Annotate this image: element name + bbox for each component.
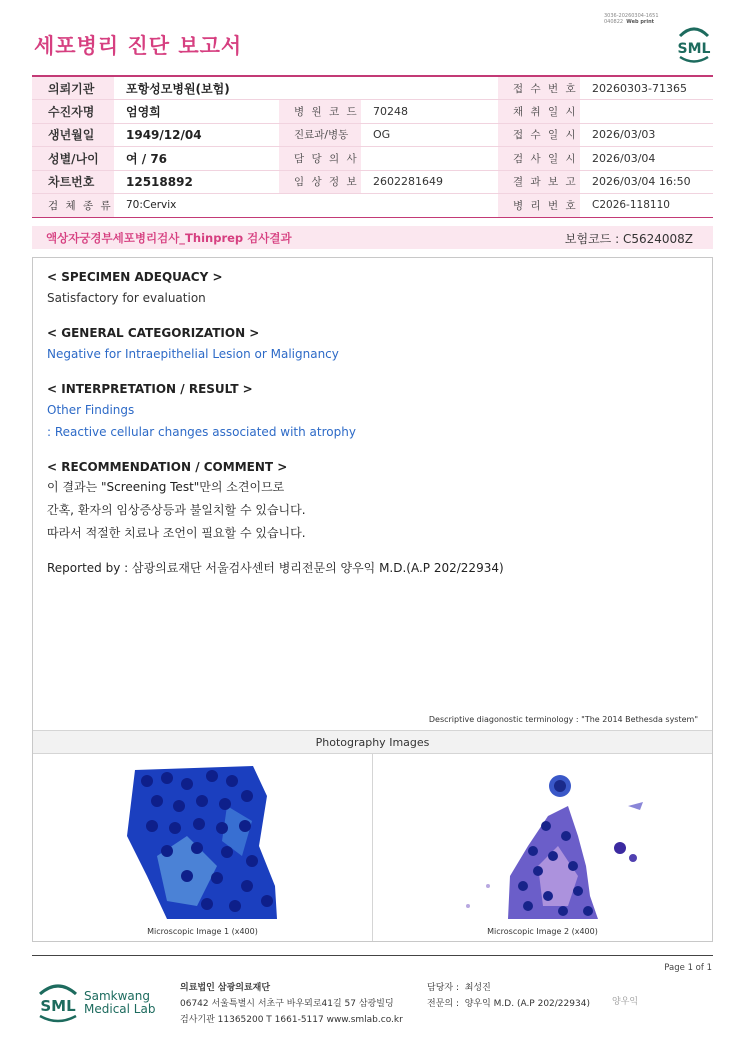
photo-caption-2: Microscopic Image 2 (x400) <box>487 927 598 936</box>
patient-info-table <box>32 75 713 218</box>
samkwang-logo-text: SML <box>40 997 76 1015</box>
label-collection-date: 채 취 일 시 <box>498 100 580 124</box>
test-name: 액상자궁경부세포병리검사_Thinprep 검사결과 <box>46 231 292 245</box>
label-specimen-type: 검 체 종 류 <box>32 194 114 218</box>
label-pathology-number: 병 리 번 호 <box>498 194 580 218</box>
document-code-line2: 040822 <box>604 19 624 25</box>
photo-caption-1: Microscopic Image 1 (x400) <box>147 927 258 936</box>
recommendation-line: 간혹, 환자의 임상증상등과 불일치할 수 있습니다. <box>47 503 306 517</box>
value-patient-name: 엄영희 <box>114 100 279 124</box>
info-row <box>32 76 713 100</box>
info-row <box>32 194 713 218</box>
value-result-report: 2026/03/04 16:50 <box>580 170 713 194</box>
footer-address: 06742 서울특별시 서초구 바우뫼로41길 57 삼광빌딩 <box>180 999 394 1009</box>
result-box <box>32 257 713 942</box>
samkwang-logo-icon <box>37 980 79 1026</box>
value-sex-age: 여 / 76 <box>114 147 279 171</box>
recommendation-heading: < RECOMMENDATION / COMMENT > <box>47 460 288 474</box>
microscopic-image-1 <box>127 766 279 919</box>
value-specimen-type: 70:Cervix <box>114 194 498 218</box>
staff-name: 최성진 <box>464 983 491 993</box>
foundation-name: 의료법인 삼광의료재단 <box>180 983 271 993</box>
value-department: OG <box>361 123 498 147</box>
doctor-name: 양우익 M.D. (A.P 202/22934) <box>464 999 590 1009</box>
value-pathology-number: C2026-118110 <box>580 194 713 218</box>
photo-cell-1 <box>33 754 373 941</box>
label-test-date: 검 사 일 시 <box>498 147 580 171</box>
info-row <box>32 147 713 171</box>
value-receipt-date: 2026/03/03 <box>580 123 713 147</box>
label-patient-name: 수진자명 <box>32 100 114 124</box>
interpretation-heading: < INTERPRETATION / RESULT > <box>47 382 253 396</box>
recommendation-line: 따라서 적절한 치료나 조언이 필요할 수 있습니다. <box>47 526 306 540</box>
document-code <box>604 13 659 25</box>
general-categorization-heading: < GENERAL CATEGORIZATION > <box>47 326 260 340</box>
value-physician <box>361 147 498 171</box>
insurance-code: 보험코드 : C5624008Z <box>564 232 693 246</box>
photo-cell-2 <box>373 754 712 941</box>
label-receipt-number: 접 수 번 호 <box>498 76 580 100</box>
web-print-label: Web print <box>626 19 655 25</box>
label-clinical-info: 임 상 정 보 <box>279 170 361 194</box>
footer-staff-block <box>427 980 590 1012</box>
bethesda-note: Descriptive diagonostic terminology : "The 2014 Bethesda system" <box>428 715 698 724</box>
microscopic-image-2 <box>428 766 658 919</box>
staff-label: 담당자 : <box>427 983 459 993</box>
value-requesting-org: 포항성모병원(보험) <box>114 76 498 100</box>
specimen-adequacy-heading: < SPECIMEN ADEQUACY > <box>47 270 223 284</box>
photography-images-heading: Photography Images <box>33 730 712 754</box>
label-hospital-code: 병 원 코 드 <box>279 100 361 124</box>
value-clinical-info: 2602281649 <box>361 170 498 194</box>
general-categorization-text: Negative for Intraepithelial Lesion or Malignancy <box>47 347 339 361</box>
value-hospital-code: 70248 <box>361 100 498 124</box>
test-title-bar <box>32 226 713 249</box>
value-birth-date: 1949/12/04 <box>114 123 279 147</box>
reported-by: Reported by : 삼광의료재단 서울검사센터 병리전문의 양우익 M.D.(A.P 202/22934) <box>47 561 504 575</box>
page-number: Page 1 of 1 <box>664 963 712 973</box>
sml-logo-text: SML <box>677 41 711 57</box>
label-result-report: 결 과 보 고 <box>498 170 580 194</box>
doctor-label: 전문의 : <box>427 999 459 1009</box>
interpretation-detail: : Reactive cellular changes associated with atrophy <box>47 425 356 439</box>
document-code-line1: 3036-20260304-1651 <box>604 13 659 19</box>
footer-address-block <box>180 980 403 1028</box>
interpretation-finding: Other Findings <box>47 403 135 417</box>
footer-divider <box>32 955 713 956</box>
value-chart-number: 12518892 <box>114 170 279 194</box>
specimen-adequacy-text: Satisfactory for evaluation <box>47 291 206 305</box>
info-row <box>32 170 713 194</box>
label-receipt-date: 접 수 일 시 <box>498 123 580 147</box>
value-receipt-number: 20260303-71365 <box>580 76 713 100</box>
value-test-date: 2026/03/04 <box>580 147 713 171</box>
value-collection-date <box>580 100 713 124</box>
label-sex-age: 성별/나이 <box>32 147 114 171</box>
lab-name-line1: Samkwang <box>84 989 150 1003</box>
label-requesting-org: 의뢰기관 <box>32 76 114 100</box>
label-birth-date: 생년월일 <box>32 123 114 147</box>
info-row <box>32 123 713 147</box>
label-chart-number: 차트번호 <box>32 170 114 194</box>
sml-logo-icon <box>676 24 712 64</box>
label-department: 진료과/병동 <box>279 123 361 147</box>
footer-contact: 검사기관 11365200 T 1661-5117 www.smlab.co.kr <box>180 1015 403 1025</box>
label-physician: 담 당 의 사 <box>279 147 361 171</box>
recommendation-line: 이 결과는 "Screening Test"만의 소견이므로 <box>47 480 285 494</box>
doctor-signature: 양우익 <box>612 997 639 1007</box>
lab-name <box>84 990 155 1016</box>
page-title: 세포병리 진단 보고서 <box>34 34 243 58</box>
lab-name-line2: Medical Lab <box>84 1002 156 1016</box>
info-row <box>32 100 713 124</box>
result-body <box>33 258 712 730</box>
